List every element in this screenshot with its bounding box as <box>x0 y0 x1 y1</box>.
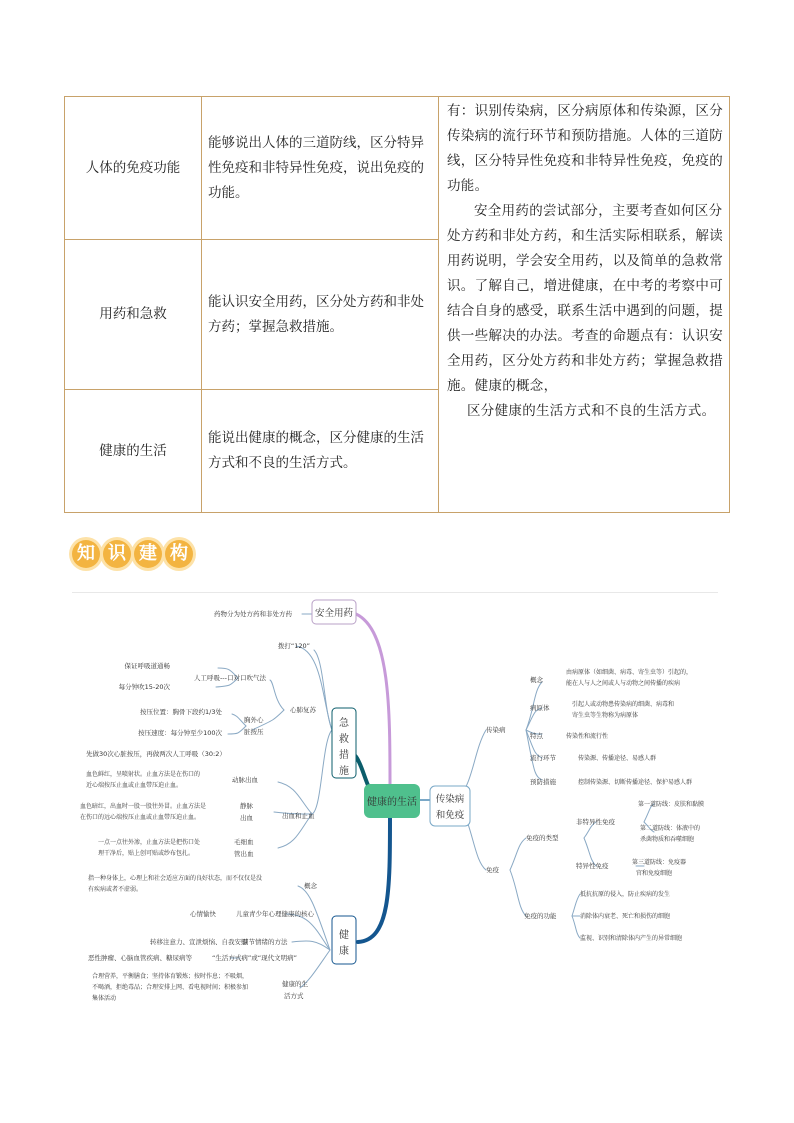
leaf-label: 血色鲜红，呈喷射状。止血方法是在伤口的 <box>86 771 201 778</box>
leaf-label: 动脉出血 <box>232 776 258 784</box>
node-label: 康 <box>339 946 349 957</box>
analysis-paragraph: 有：识别传染病，区分病原体和传染源，区分传染病的流行环节和预防措施。人体的三道防线，区分特异性免疫和非特异性免疫，免疫的功能。 <box>447 103 723 194</box>
leaf-label: 监视、识别和清除体内产生的异常细胞 <box>580 935 683 942</box>
leaf-label: 抵抗抗原的侵入，防止疾病的发生 <box>580 891 671 898</box>
leaf-label: 一点一点往外渗，止血方法是把伤口处 <box>98 839 201 846</box>
branch-line <box>358 816 390 942</box>
leaf-label: 恶性肿瘤、心脑血管疾病、糖尿病等 <box>88 954 192 962</box>
topic-cell: 健康的生活 <box>65 390 202 513</box>
leaf-label: 概念 <box>530 676 543 684</box>
node-label: 急 <box>339 718 349 729</box>
leaf-label: 每分钟吹15-20次 <box>118 683 170 691</box>
leaf-label: 管出血 <box>234 850 254 858</box>
leaf-label: 毛细血 <box>234 838 254 846</box>
leaf-label: 儿童青少年心理健康的核心 <box>236 910 314 918</box>
leaf-label: 寄生虫等生物称为病原体 <box>572 712 639 719</box>
leaf-label: 先做30次心脏按压，再做两次人工呼吸（30:2） <box>86 750 226 758</box>
leaf-label: 指一种身体上，心理上和社会适应方面的良好状态，而不仅仅是没 <box>88 875 263 882</box>
analysis-paragraph: 区分健康的生活方式和不良的生活方式。 <box>467 403 716 419</box>
leaf-label: 特异性免疫 <box>576 862 609 870</box>
leaf-label: 引起人或动物患传染病的细菌、病毒和 <box>572 701 675 708</box>
node-label: 和免疫 <box>435 810 465 821</box>
leaf-label: 拨打“120” <box>277 642 310 650</box>
curriculum-table <box>64 96 730 512</box>
heading-char: 识 <box>103 540 131 568</box>
leaf-label: 活方式 <box>284 992 304 1000</box>
leaf-label: “生活方式病”或“现代文明病” <box>212 954 297 962</box>
node-label: 施 <box>339 766 349 777</box>
leaf-label: 出血和止血 <box>282 812 315 820</box>
leaf-label: 在伤口的远心端按压止血或止血带压迫止血。 <box>80 814 201 821</box>
leaf-label: 健康的生 <box>282 980 308 988</box>
topic-cell: 用药和急救 <box>65 240 202 390</box>
leaf-label: 药物分为处方药和非处方药 <box>214 610 292 618</box>
leaf-label: 转移注意力、宣泄烦恼、自我安慰 <box>150 938 248 946</box>
heading-char: 构 <box>165 540 193 568</box>
node-label: 健 <box>339 930 349 941</box>
leaf-label: 不喝酒，拒绝毒品；合理安排上网、看电视时间；积极参加 <box>92 984 249 991</box>
node-label: 传染病 <box>435 794 465 805</box>
leaf-label: 调节情绪的方法 <box>242 938 288 946</box>
leaf-label: 出血 <box>240 814 253 822</box>
leaf-label: 传染源、传播途径、易感人群 <box>578 755 657 762</box>
leaf-label: 近心端按压止血或止血带压迫止血。 <box>86 782 183 789</box>
leaf-label: 心肺复苏 <box>290 706 316 714</box>
leaf-label: 免疫 <box>486 866 499 874</box>
analysis-cell <box>439 97 730 513</box>
node-label: 救 <box>339 734 349 745</box>
leaf-label: 胸外心 <box>244 716 264 724</box>
leaf-label: 血色暗红，出血时一股一股往外冒。止血方法是 <box>80 803 207 810</box>
analysis-paragraph: 安全用药的尝试部分，主要考查如何区分处方药和非处方药，和生活实际相联系，解读用药说明，学会安全用药，以及简单的急救常识。了解自己，增进健康，在中考的考察中可结合自身的感受，联系生活中遇到的问题，提供一些解决的办法。考查的命题点有：认识安全用药，区分处方药和非处方药；掌握急救措施。健康的概念， <box>447 203 723 394</box>
requirement-cell: 能认识安全用药，区分处方药和非处方药；掌握急救措施。 <box>202 240 439 390</box>
leaf-label: 人工呼吸---口对口吹气法 <box>193 674 266 682</box>
leaf-label: 官和免疫细胞 <box>636 870 673 877</box>
leaf-label: 流行环节 <box>530 754 556 762</box>
mind-map <box>60 590 740 1020</box>
section-heading <box>72 540 196 580</box>
leaf-label: 有疾病或者不虚弱。 <box>88 886 143 893</box>
leaf-label: 病原体 <box>530 704 550 712</box>
leaf-label: 脏按压 <box>244 728 264 736</box>
leaf-label: 心情愉快 <box>190 910 216 918</box>
leaf-label: 第一道防线：皮肤和黏膜 <box>638 801 705 808</box>
leaf-label: 传染性和流行性 <box>566 733 609 740</box>
leaf-label: 集体活动 <box>92 995 117 1002</box>
leaf-label: 能在人与人之间或人与动物之间传播的疾病 <box>566 680 681 687</box>
leaf-label: 特点 <box>530 732 543 740</box>
leaf-label: 传染病 <box>486 726 506 734</box>
leaf-label: 预防措施 <box>530 778 556 786</box>
leaf-label: 控制传染源、切断传播途径、保护易感人群 <box>578 779 693 786</box>
leaf-label: 第二道防线：体液中的 <box>640 825 701 832</box>
requirement-cell: 能够说出人体的三道防线，区分特异性免疫和非特异性免疫，说出免疫的功能。 <box>202 97 439 240</box>
leaf-label: 免疫的类型 <box>526 834 559 842</box>
topic-cell: 人体的免疫功能 <box>65 97 202 240</box>
node-label: 安全用药 <box>314 608 354 619</box>
leaf-label: 消除体内衰老、死亡和损伤的细胞 <box>580 913 671 920</box>
node-label: 措 <box>339 750 349 761</box>
leaf-label: 按压速度：每分钟至少100次 <box>138 729 222 737</box>
leaf-label: 理干净后，贴上创可贴或纱布包扎。 <box>98 850 195 857</box>
requirement-cell: 能说出健康的概念，区分健康的生活方式和不良的生活方式。 <box>202 390 439 513</box>
leaf-label: 保证呼吸道通畅 <box>124 662 170 670</box>
leaf-label: 由病原体（如细菌、病毒、寄生虫等）引起的， <box>566 669 693 676</box>
heading-char: 建 <box>134 540 162 568</box>
leaf-label: 免疫的功能 <box>524 912 557 920</box>
branch-line <box>356 614 390 786</box>
leaf-label: 概念 <box>304 882 317 890</box>
leaf-label: 第三道防线：免疫器 <box>632 859 687 866</box>
heading-char: 知 <box>72 540 100 568</box>
leaf-label: 合理营养，平衡膳食；坚持体育锻炼；按时作息；不吸烟， <box>92 973 249 980</box>
leaf-label: 按压位置：胸骨下段约1/3处 <box>140 708 222 716</box>
leaf-label: 静脉 <box>240 802 253 810</box>
center-label: 健康的生活 <box>367 797 417 808</box>
leaf-label: 杀菌物质和吞噬细胞 <box>640 836 695 843</box>
leaf-label: 非特异性免疫 <box>576 818 615 826</box>
